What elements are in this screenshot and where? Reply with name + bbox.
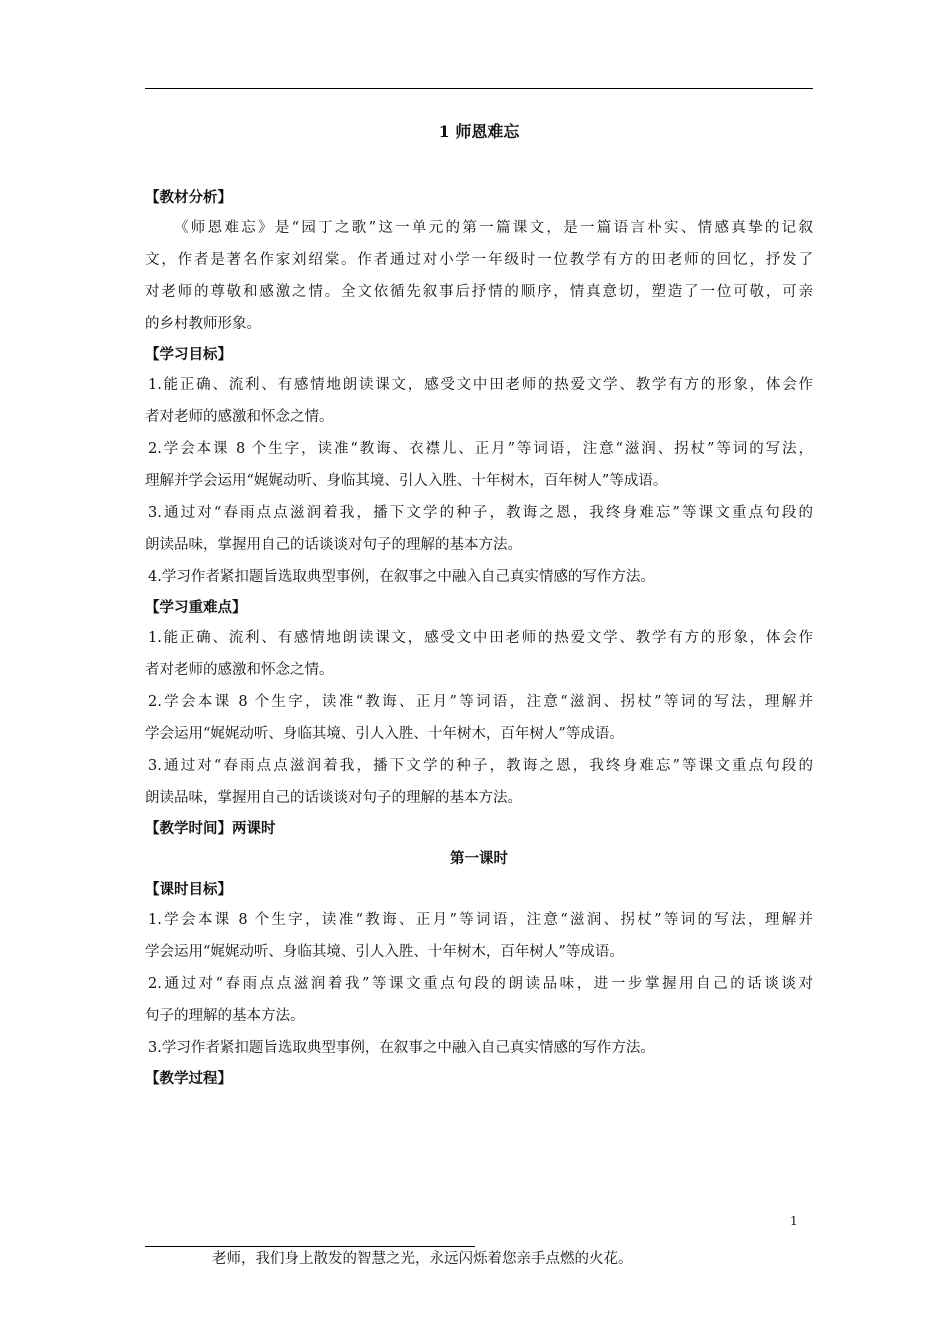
goal-line: 朗读品味，掌握用自己的话谈谈对句子的理解的基本方法。	[145, 537, 522, 553]
goal-line: 3.通过对“春雨点点滋润着我，播下文学的种子，教诲之恩，我终身难忘”等课文重点句段的	[148, 505, 813, 521]
lesson-goal-line: 3.学习作者紧扣题旨选取典型事例，在叙事之中融入自己真实情感的写作方法。	[148, 1040, 655, 1056]
goal-line: 2.学会本课 8 个生字，读准“教诲、衣襟儿、正月”等词语，注意“滋润、拐杖”等词的写法，	[148, 441, 813, 457]
goal-line: 4.学习作者紧扣题旨选取典型事例，在叙事之中融入自己真实情感的写作方法。	[148, 569, 655, 585]
document-title: 1 师恩难忘	[438, 122, 520, 141]
analysis-line: 《师恩难忘》是“园丁之歌”这一单元的第一篇课文，是一篇语言朴实、情感真挚的记叙	[174, 220, 813, 236]
lesson-one-title: 第一课时	[450, 850, 508, 867]
section-heading-goals: 【学习目标】	[145, 346, 232, 363]
section-heading-key-points: 【学习重难点】	[145, 599, 247, 616]
goal-line: 者对老师的感激和怀念之情。	[145, 409, 334, 425]
lesson-goal-line: 2.通过对“春雨点点滋润着我”等课文重点句段的朗读品味，进一步掌握用自己的话谈谈对	[148, 976, 813, 992]
lesson-goal-line: 学会运用“娓娓动听、身临其境、引人入胜、十年树木，百年树人”等成语。	[145, 944, 624, 960]
goal-line: 1.能正确、流利、有感情地朗读课文，感受文中田老师的热爱文学、教学有方的形象，体会作	[148, 377, 813, 393]
lesson-goal-line: 句子的理解的基本方法。	[145, 1008, 305, 1024]
analysis-line: 的乡村教师形象。	[145, 316, 261, 332]
analysis-line: 对老师的尊敬和感激之情。全文依循先叙事后抒情的顺序，情真意切，塑造了一位可敬，可亲	[145, 284, 813, 300]
key-point-line: 者对老师的感激和怀念之情。	[145, 662, 334, 678]
analysis-line: 文，作者是著名作家刘绍棠。作者通过对小学一年级时一位教学有方的田老师的回忆，抒发了	[145, 252, 813, 268]
section-heading-lesson-goals: 【课时目标】	[145, 881, 232, 898]
lesson-goal-line: 1.学会本课 8 个生字，读准“教诲、正月”等词语，注意“滋润、拐杖”等词的写法，理解并	[148, 912, 813, 928]
key-point-line: 1.能正确、流利、有感情地朗读课文，感受文中田老师的热爱文学、教学有方的形象，体会作	[148, 630, 813, 646]
section-heading-analysis: 【教材分析】	[145, 189, 232, 206]
document-body	[145, 183, 813, 1093]
section-heading-time: 【教学时间】两课时	[145, 820, 276, 837]
key-point-line: 2.学会本课 8 个生字，读准“教诲、正月”等词语，注意“滋润、拐杖”等词的写法，理解并	[148, 694, 813, 710]
key-point-line: 朗读品味，掌握用自己的话谈谈对句子的理解的基本方法。	[145, 790, 522, 806]
page-number: 1	[790, 1214, 798, 1228]
goal-line: 理解并学会运用“娓娓动听、身临其境、引人入胜、十年树木，百年树人”等成语。	[145, 473, 668, 489]
key-point-line: 学会运用“娓娓动听、身临其境、引人入胜、十年树木，百年树人”等成语。	[145, 726, 624, 742]
key-point-line: 3.通过对“春雨点点滋润着我，播下文学的种子，教诲之恩，我终身难忘”等课文重点句段的	[148, 758, 813, 774]
header-rule	[145, 88, 813, 89]
footer-quote: 老师，我们身上散发的智慧之光，永远闪烁着您亲手点燃的火花。	[212, 1251, 633, 1267]
section-heading-process: 【教学过程】	[145, 1070, 232, 1087]
